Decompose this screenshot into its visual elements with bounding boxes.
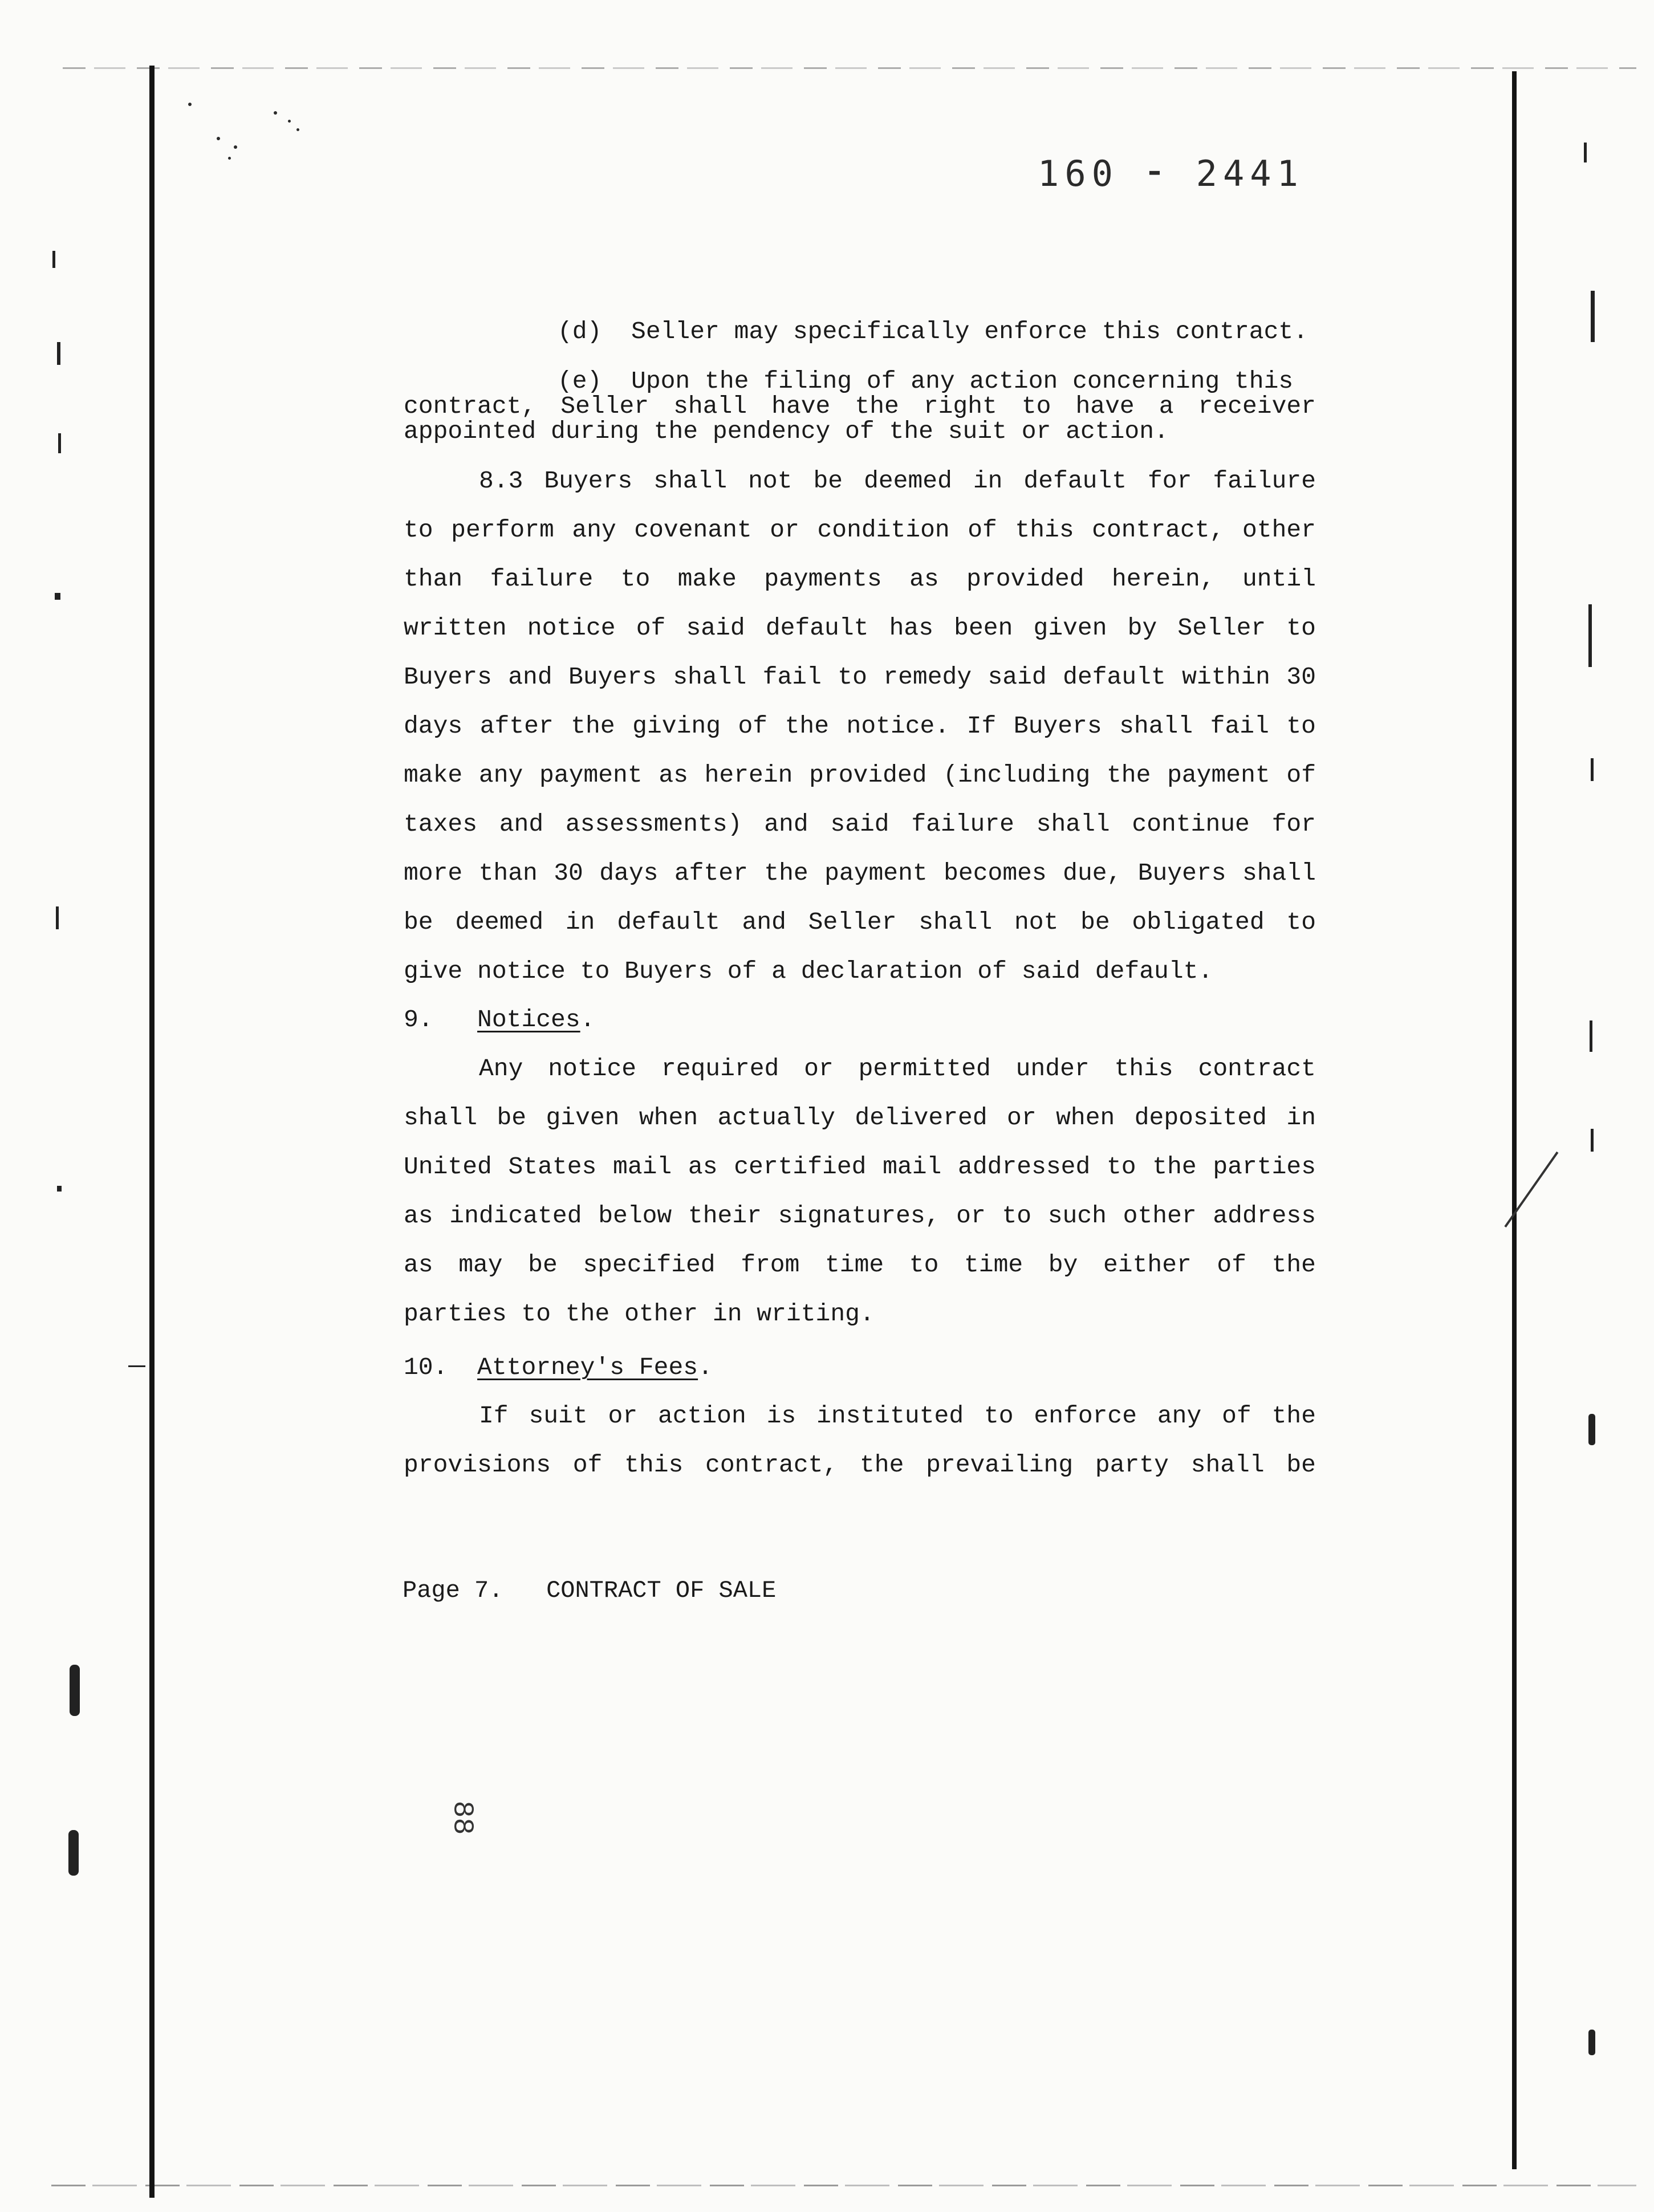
section-9-number: 9. bbox=[404, 1006, 433, 1034]
section-8-3-line: 8.3 Buyers shall not be deemed in default for failure bbox=[479, 467, 1316, 495]
section-8-3-line: days after the giving of the notice. If Buyers shall fail to bbox=[404, 712, 1316, 740]
margin-mark bbox=[1588, 2030, 1595, 2055]
section-9-heading bbox=[404, 1007, 1316, 1032]
margin-mark bbox=[1591, 1129, 1594, 1152]
scan-speck bbox=[228, 157, 231, 160]
margin-mark bbox=[57, 1186, 62, 1192]
margin-mark bbox=[1588, 604, 1592, 667]
scan-speck bbox=[288, 120, 291, 123]
section-8-3-line: be deemed in default and Seller shall not be obligated to bbox=[404, 908, 1316, 936]
section-8-3-line: Buyers and Buyers shall fail to remedy said default within 30 bbox=[404, 663, 1316, 691]
document-number: 160 ⁃ 2441 bbox=[1038, 153, 1304, 194]
margin-mark bbox=[128, 1365, 145, 1367]
section-9-line: as may be specified from time to time by either of the bbox=[404, 1251, 1316, 1279]
section-8-3-line: make any payment as herein provided (including the payment of bbox=[404, 761, 1316, 789]
section-9-line: as indicated below their signatures, or to such other address bbox=[404, 1202, 1316, 1230]
margin-mark bbox=[58, 433, 61, 453]
section-10-title-period: . bbox=[698, 1353, 713, 1381]
right-margin-rule bbox=[1512, 71, 1517, 2169]
section-9-title: Notices bbox=[477, 1006, 580, 1034]
section-10-line: If suit or action is instituted to enforce any of the bbox=[479, 1402, 1316, 1430]
margin-mark bbox=[1591, 758, 1594, 781]
section-8-3-line: taxes and assessments) and said failure shall continue for bbox=[404, 810, 1316, 838]
document-title: CONTRACT OF SALE bbox=[546, 1577, 777, 1604]
margin-mark bbox=[68, 1830, 79, 1876]
section-9-line: United States mail as certified mail addressed to the parties bbox=[404, 1153, 1316, 1181]
margin-mark bbox=[55, 593, 60, 600]
margin-mark bbox=[56, 906, 59, 929]
margin-mark bbox=[70, 1665, 80, 1716]
section-9-line: parties to the other in writing. bbox=[404, 1300, 875, 1328]
scan-speck bbox=[274, 111, 277, 115]
section-8-3-line: than failure to make payments as provided herein, until bbox=[404, 565, 1316, 593]
section-10-number: 10. bbox=[404, 1353, 448, 1381]
page-footer bbox=[403, 1577, 776, 1604]
section-10-title: Attorney's Fees bbox=[477, 1353, 698, 1381]
section-10-heading bbox=[404, 1355, 1316, 1380]
scan-bottom-edge bbox=[51, 2185, 1636, 2186]
scan-speck bbox=[217, 137, 220, 140]
section-8-3-line: give notice to Buyers of a declaration of said default. bbox=[404, 957, 1213, 985]
section-9-line: Any notice required or permitted under this contract bbox=[479, 1055, 1316, 1083]
stamp-mark: 88 bbox=[445, 1800, 478, 1835]
paragraph-e-line: (e) Upon the filing of any action concerning this bbox=[558, 367, 1294, 395]
margin-mark bbox=[52, 251, 55, 268]
margin-mark bbox=[1590, 1020, 1592, 1052]
scan-speck bbox=[234, 145, 237, 149]
section-10-line: provisions of this contract, the prevailing party shall be bbox=[404, 1451, 1316, 1479]
paragraph-d: (d) Seller may specifically enforce this contract. bbox=[558, 318, 1308, 345]
paragraph-e-line: contract, Seller shall have the right to have a receiver bbox=[404, 392, 1316, 420]
paragraph-e-line: appointed during the pendency of the suit or action. bbox=[404, 417, 1169, 445]
scan-speck bbox=[188, 103, 192, 106]
scan-speck bbox=[296, 128, 299, 131]
section-8-3-line: to perform any covenant or condition of this contract, other bbox=[404, 516, 1316, 544]
section-9-title-period: . bbox=[580, 1006, 595, 1034]
section-9-line: shall be given when actually delivered or when deposited in bbox=[404, 1104, 1316, 1132]
section-8-3-line: written notice of said default has been given by Seller to bbox=[404, 614, 1316, 642]
margin-mark bbox=[1591, 291, 1595, 342]
scan-top-edge bbox=[63, 67, 1636, 69]
margin-mark bbox=[1584, 143, 1587, 162]
margin-mark bbox=[57, 342, 60, 365]
section-8-3-line: more than 30 days after the payment becomes due, Buyers shall bbox=[404, 859, 1316, 887]
left-margin-rule bbox=[149, 66, 155, 2198]
page-number-label: Page 7. bbox=[403, 1577, 503, 1604]
margin-mark bbox=[1588, 1414, 1595, 1445]
